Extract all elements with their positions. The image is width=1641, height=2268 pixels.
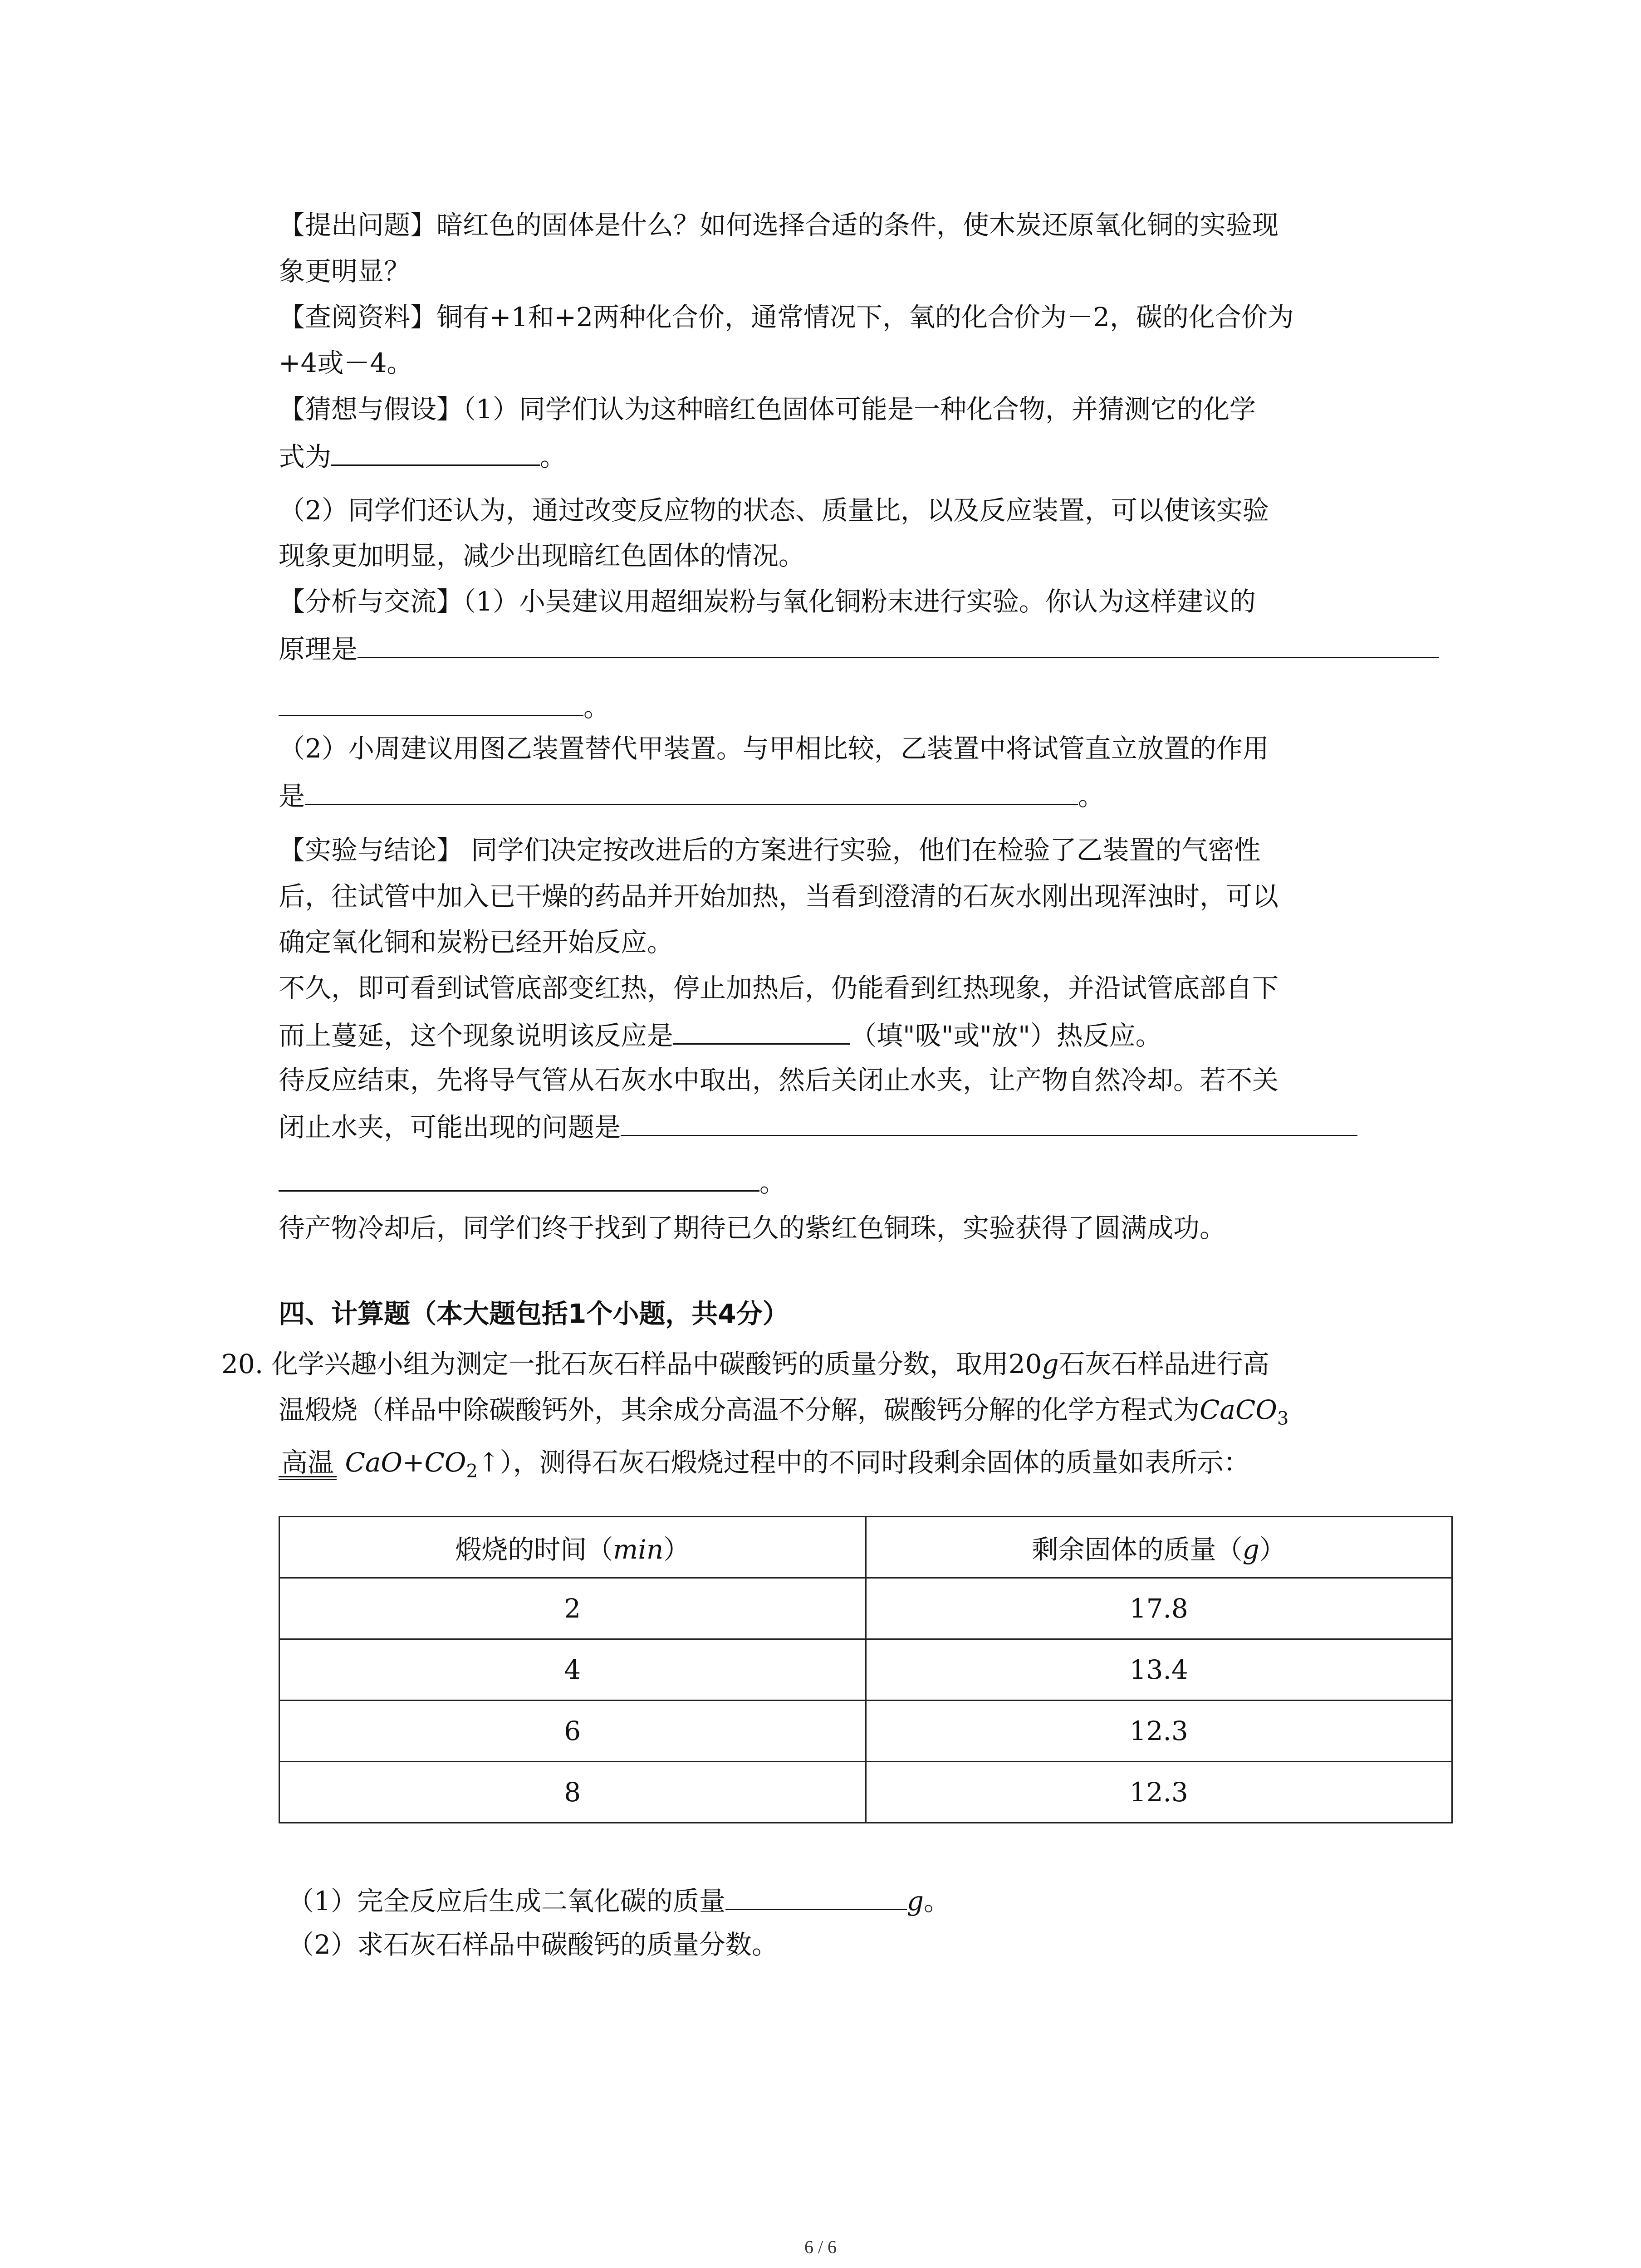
gas-arrow: ↑: [477, 1447, 500, 1478]
answer-blank[interactable]: [725, 1882, 907, 1910]
header-unit: min: [613, 1534, 664, 1565]
header-text: ）: [663, 1534, 690, 1565]
answer-blank[interactable]: [358, 631, 1439, 658]
text-span: 闭止水夹，可能出现的问题是: [279, 1112, 621, 1143]
table-row: [279, 1578, 1452, 1639]
answer-blank[interactable]: [305, 777, 1078, 805]
subquestion-line: [288, 1882, 950, 1917]
header-unit: g: [1242, 1534, 1259, 1565]
text-line: 现象更加明显，减少出现暗红色固体的情况。: [279, 540, 805, 571]
text-line: （2）同学们还认为，通过改变反应物的状态、质量比，以及反应装置，可以使该实验: [279, 495, 1269, 526]
header-text: ）: [1259, 1534, 1286, 1565]
table-cell-mass: 12.3: [866, 1701, 1452, 1762]
table-cell-time: 2: [279, 1578, 866, 1639]
text-line: [279, 438, 566, 473]
text-line: [279, 1017, 1162, 1051]
question-number: 20.: [221, 1349, 264, 1379]
formula-subscript: 2: [466, 1461, 478, 1482]
text-line: [279, 631, 1439, 665]
text-span: 式为: [279, 441, 332, 472]
table-row: [279, 1762, 1452, 1823]
table-row: [279, 1639, 1452, 1701]
question-line: [221, 1347, 1269, 1381]
reaction-condition: 高温: [279, 1449, 337, 1480]
text-line: 【查阅资料】铜有+1和+2两种化合价，通常情况下，氧的化合价为－2，碳的化合价为: [279, 302, 1294, 332]
answer-blank[interactable]: [673, 1017, 850, 1045]
text-line: 后，往试管中加入已干燥的药品并开始加热，当看到澄清的石灰水刚出现浑浊时，可以: [279, 881, 1279, 912]
unit-text: g: [1042, 1349, 1059, 1379]
text-span: 。: [924, 1886, 950, 1916]
answer-blank[interactable]: [279, 1164, 759, 1192]
table-header-cell: [279, 1517, 866, 1578]
text-line: 象更明显？: [279, 256, 411, 287]
text-line: （2）小周建议用图乙装置替代甲装置。与甲相比较，乙装置中将试管直立放置的作用: [279, 733, 1269, 764]
text-line: 【实验与结论】 同学们决定按改进后的方案进行实验，他们在检验了乙装置的气密性: [279, 835, 1261, 865]
text-span: 20: [1008, 1349, 1042, 1379]
text-span: 是: [279, 781, 305, 811]
question-line: [279, 1445, 1250, 1480]
page-number: 6 / 6: [804, 2237, 837, 2257]
text-line: 【猜想与假设】（1）同学们认为这种暗红色固体可能是一种化合物，并猜测它的化学: [279, 394, 1256, 425]
text-span: （1）完全反应后生成二氧化碳的质量: [288, 1886, 725, 1916]
text-span: 。: [759, 1167, 786, 1198]
text-span: 而上蔓延，这个现象说明该反应是: [279, 1020, 674, 1051]
text-line: [279, 689, 610, 723]
text-line: [279, 777, 1104, 812]
formula-text: CaO+CO: [345, 1447, 466, 1478]
text-line: [279, 1164, 786, 1198]
table-cell-time: 4: [279, 1639, 866, 1701]
text-span: 。: [540, 441, 567, 472]
text-span: ），测得石灰石煅烧过程中的不同时段剩余固体的质量如表所示：: [500, 1447, 1250, 1478]
text-span: 温煅烧（样品中除碳酸钙外，其余成分高温不分解，碳酸钙分解的化学方程式为: [279, 1394, 1200, 1425]
header-text: 剩余固体的质量（: [1032, 1534, 1243, 1565]
subquestion-line: （2）求石灰石样品中碳酸钙的质量分数。: [288, 1929, 778, 1960]
table-cell-time: 6: [279, 1701, 866, 1762]
data-table: [279, 1516, 1453, 1823]
table-row: [279, 1701, 1452, 1762]
table-header-row: [279, 1517, 1452, 1578]
text-span: （填"吸"或"放"）热反应。: [850, 1020, 1162, 1051]
table-header-cell: [866, 1517, 1452, 1578]
section-heading: 四、计算题（本大题包括1个小题，共4分）: [279, 1298, 789, 1329]
text-span: 。: [1078, 781, 1105, 811]
table-cell-mass: 17.8: [866, 1578, 1452, 1639]
text-line: 待产物冷却后，同学们终于找到了期待已久的紫红色铜珠，实验获得了圆满成功。: [279, 1212, 1226, 1243]
text-span: 原理是: [279, 634, 358, 665]
text-line: 不久，即可看到试管底部变红热，停止加热后，仍能看到红热现象，并沿试管底部自下: [279, 973, 1279, 1003]
text-line: +4或－4。: [279, 347, 413, 378]
header-text: 煅烧的时间（: [455, 1534, 613, 1565]
table-cell-mass: 13.4: [866, 1639, 1452, 1701]
unit-text: g: [906, 1886, 924, 1916]
text-line: 待反应结束，先将导气管从石灰水中取出，然后关闭止水夹，让产物自然冷却。若不关: [279, 1065, 1279, 1095]
text-line: 确定氧化铜和炭粉已经开始反应。: [279, 927, 674, 958]
formula-text: CaCO: [1200, 1394, 1277, 1425]
text-line: 【提出问题】暗红色的固体是什么？如何选择合适的条件，使木炭还原氧化铜的实验现: [279, 210, 1279, 240]
text-line: [279, 1109, 1357, 1143]
text-line: 【分析与交流】（1）小吴建议用超细炭粉与氧化铜粉末进行实验。你认为这样建议的: [279, 586, 1256, 617]
table-cell-mass: 12.3: [866, 1762, 1452, 1823]
text-span: 化学兴趣小组为测定一批石灰石样品中碳酸钙的质量分数，取用: [271, 1349, 1009, 1379]
formula-subscript: 3: [1277, 1408, 1289, 1429]
answer-blank[interactable]: [331, 438, 540, 466]
table-cell-time: 8: [279, 1762, 866, 1823]
answer-blank[interactable]: [279, 689, 583, 716]
text-span: 石灰石样品进行高: [1058, 1349, 1269, 1379]
text-span: 。: [583, 692, 610, 723]
answer-blank[interactable]: [621, 1109, 1357, 1136]
question-line: [279, 1393, 1288, 1427]
